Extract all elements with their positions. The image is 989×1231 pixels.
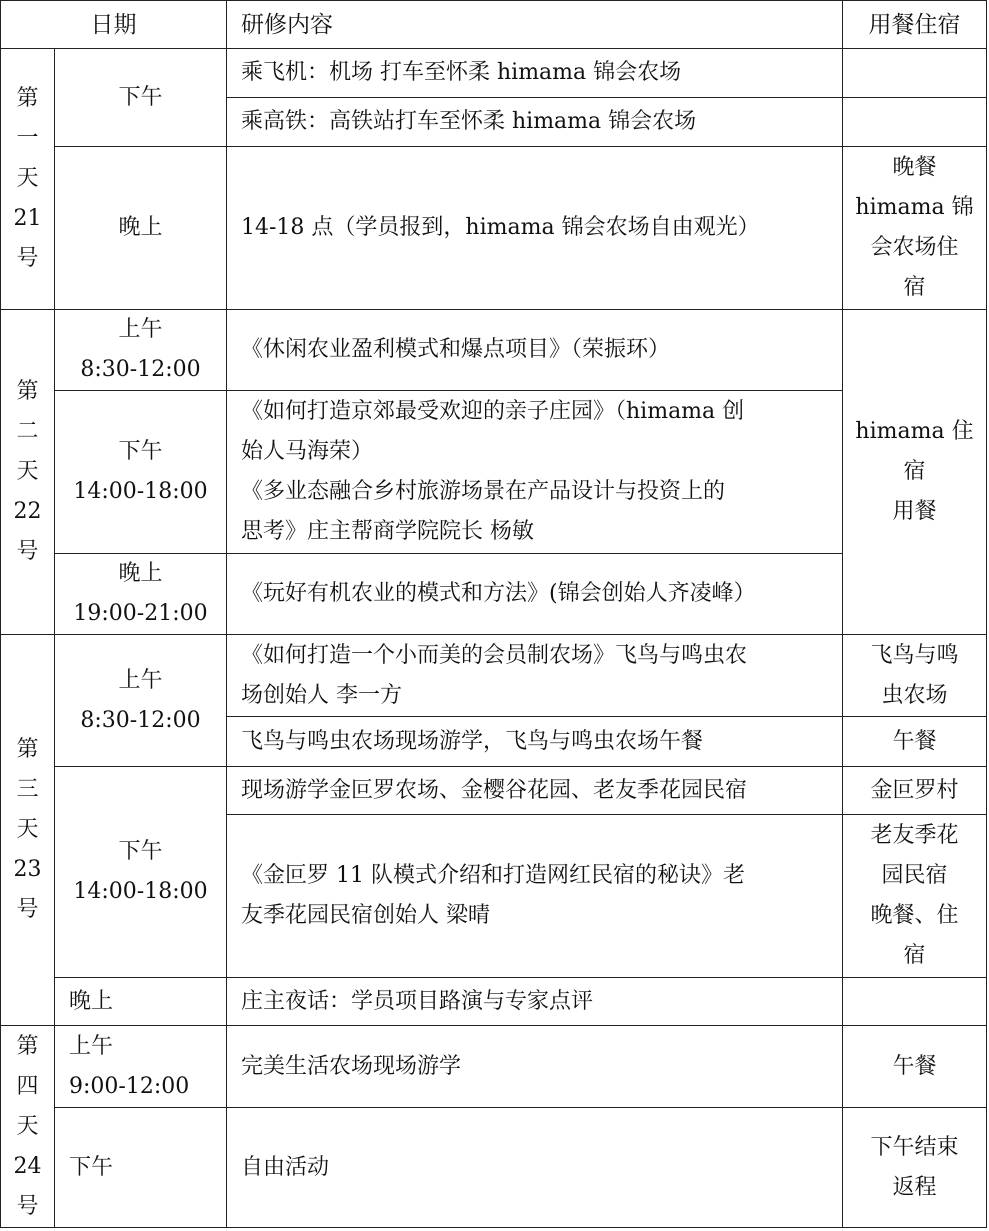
day1-train-meals (843, 98, 987, 147)
table-row (1, 49, 987, 98)
day3-afternoon-meals-1: 金叵罗村 (843, 767, 987, 815)
day3-morning-meals-2: 午餐 (843, 717, 987, 767)
day1-plane-meals (843, 49, 987, 98)
table-row (1, 310, 987, 391)
day3-morning-meals-1: 飞鸟与鸣 虫农场 (843, 635, 987, 717)
day3-afternoon-content-2: 《金叵罗 11 队模式介绍和打造网红民宿的秘诀》老 友季花园民宿创始人 梁晴 (227, 815, 843, 978)
day2-morning-content: 《休闲农业盈利模式和爆点项目》（荣振环） (227, 310, 843, 391)
table-row (1, 767, 987, 815)
day3-morning-content-1: 《如何打造一个小而美的会员制农场》飞鸟与鸣虫农 场创始人 李一方 (227, 635, 843, 717)
day4-afternoon-content: 自由活动 (227, 1108, 843, 1228)
day3-afternoon-meals-2: 老友季花 园民宿 晚餐、住 宿 (843, 815, 987, 978)
day3-morning: 上午 8:30-12:00 (55, 635, 227, 767)
table-row (1, 1108, 987, 1228)
table-row (1, 554, 987, 635)
day3-label: 第 三 天 23 号 (1, 635, 55, 1026)
day1-label: 第 一 天 21 号 (1, 49, 55, 310)
header-date: 日期 (1, 1, 227, 49)
day2-evening: 晚上 19:00-21:00 (55, 554, 227, 635)
day2-label: 第 二 天 22 号 (1, 310, 55, 635)
day2-afternoon: 下午 14:00-18:00 (55, 391, 227, 554)
day3-morning-content-2: 飞鸟与鸣虫农场现场游学，飞鸟与鸣虫农场午餐 (227, 717, 843, 767)
day3-evening-meals (843, 978, 987, 1026)
day4-morning-meals: 午餐 (843, 1026, 987, 1108)
table-row (1, 391, 987, 554)
day1-evening-meals: 晚餐 himama 锦 会农场住 宿 (843, 147, 987, 310)
day3-afternoon-content-1: 现场游学金叵罗农场、金樱谷花园、老友季花园民宿 (227, 767, 843, 815)
day3-evening-content: 庄主夜话：学员项目路演与专家点评 (227, 978, 843, 1026)
day1-evening-content: 14-18 点（学员报到，himama 锦会农场自由观光） (227, 147, 843, 310)
table-row (1, 1026, 987, 1108)
day2-afternoon-content: 《如何打造京郊最受欢迎的亲子庄园》（himama 创 始人马海荣） 《多业态融合乡村旅游场景在产品设计与投资上的 思考》庄主帮商学院院长 杨敏 (227, 391, 843, 554)
day4-afternoon-meals: 下午结束 返程 (843, 1108, 987, 1228)
table-row (1, 978, 987, 1026)
table-row (1, 147, 987, 310)
day1-evening: 晚上 (55, 147, 227, 310)
day4-morning-content: 完美生活农场现场游学 (227, 1026, 843, 1108)
day2-meals: himama 住 宿 用餐 (843, 310, 987, 635)
day3-afternoon: 下午 14:00-18:00 (55, 767, 227, 978)
day4-morning: 上午 9:00-12:00 (55, 1026, 227, 1108)
day4-afternoon: 下午 (55, 1108, 227, 1228)
day1-afternoon: 下午 (55, 49, 227, 147)
header-content: 研修内容 (227, 1, 843, 49)
day2-morning: 上午 8:30-12:00 (55, 310, 227, 391)
day2-evening-content: 《玩好有机农业的模式和方法》(锦会创始人齐凌峰） (227, 554, 843, 635)
day4-label: 第 四 天 24 号 (1, 1026, 55, 1228)
day3-evening: 晚上 (55, 978, 227, 1026)
table-row (1, 635, 987, 717)
header-row (1, 1, 987, 49)
header-meals: 用餐住宿 (843, 1, 987, 49)
day1-train: 乘高铁：高铁站打车至怀柔 himama 锦会农场 (227, 98, 843, 147)
day1-plane: 乘飞机：机场 打车至怀柔 himama 锦会农场 (227, 49, 843, 98)
